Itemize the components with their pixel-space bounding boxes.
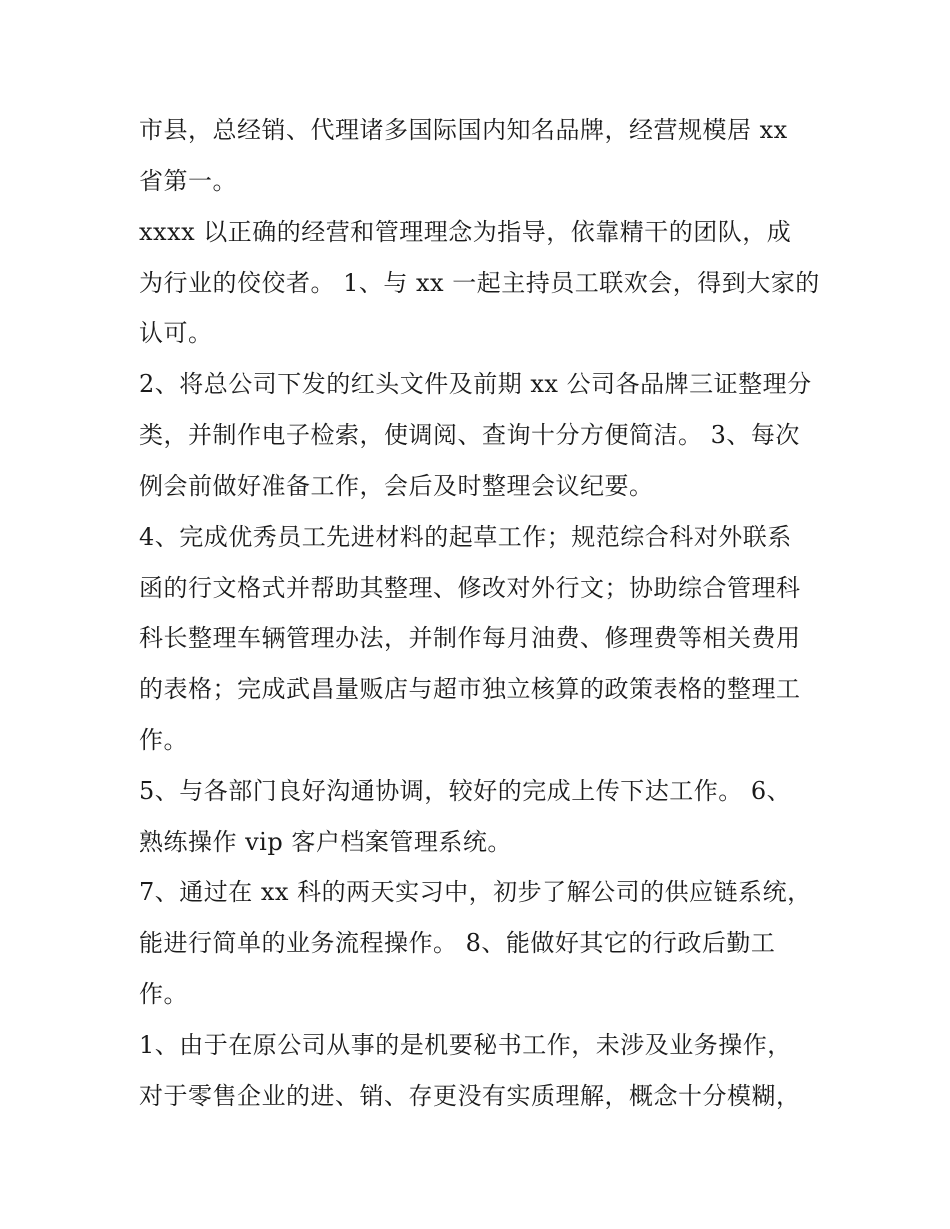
text-line: 作。 (139, 726, 188, 754)
text-line: 熟练操作 vip 客户档案管理系统。 (139, 828, 512, 856)
text-line: 函的行文格式并帮助其整理、修改对外行文；协助综合管理科 (139, 574, 801, 602)
text-line: 为行业的佼佼者。 1、与 xx 一起主持员工联欢会，得到大家的 (139, 269, 820, 297)
text-line: 市县，总经销、代理诸多国际国内知名品牌，经营规模居 xx (139, 116, 788, 144)
text-line: 作。 (139, 980, 188, 1008)
text-line: xxxx 以正确的经营和管理理念为指导，依靠精干的团队，成 (139, 218, 792, 246)
text-line: 能进行简单的业务流程操作。 8、能做好其它的行政后勤工 (139, 929, 776, 957)
text-line: 7、通过在 xx 科的两天实习中，初步了解公司的供应链系统， (139, 878, 812, 906)
text-line: 1、由于在原公司从事的是机要秘书工作，未涉及业务操作， (139, 1031, 792, 1059)
text-line: 认可。 (139, 319, 213, 347)
text-line: 的表格；完成武昌量贩店与超市独立核算的政策表格的整理工 (139, 675, 801, 703)
text-line: 省第一。 (139, 167, 237, 195)
text-line: 科长整理车辆管理办法，并制作每月油费、修理费等相关费用 (139, 624, 801, 652)
text-line: 4、完成优秀员工先进材料的起草工作；规范综合科对外联系 (139, 523, 792, 551)
text-line: 5、与各部门良好沟通协调，较好的完成上传下达工作。 6、 (139, 777, 792, 805)
text-line: 类，并制作电子检索，使调阅、查询十分方便简洁。 3、每次 (139, 421, 800, 449)
text-line: 2、将总公司下发的红头文件及前期 xx 公司各品牌三证整理分 (139, 370, 812, 398)
text-line: 对于零售企业的进、销、存更没有实质理解，概念十分模糊， (139, 1082, 801, 1110)
text-line: 例会前做好准备工作，会后及时整理会议纪要。 (139, 472, 654, 500)
